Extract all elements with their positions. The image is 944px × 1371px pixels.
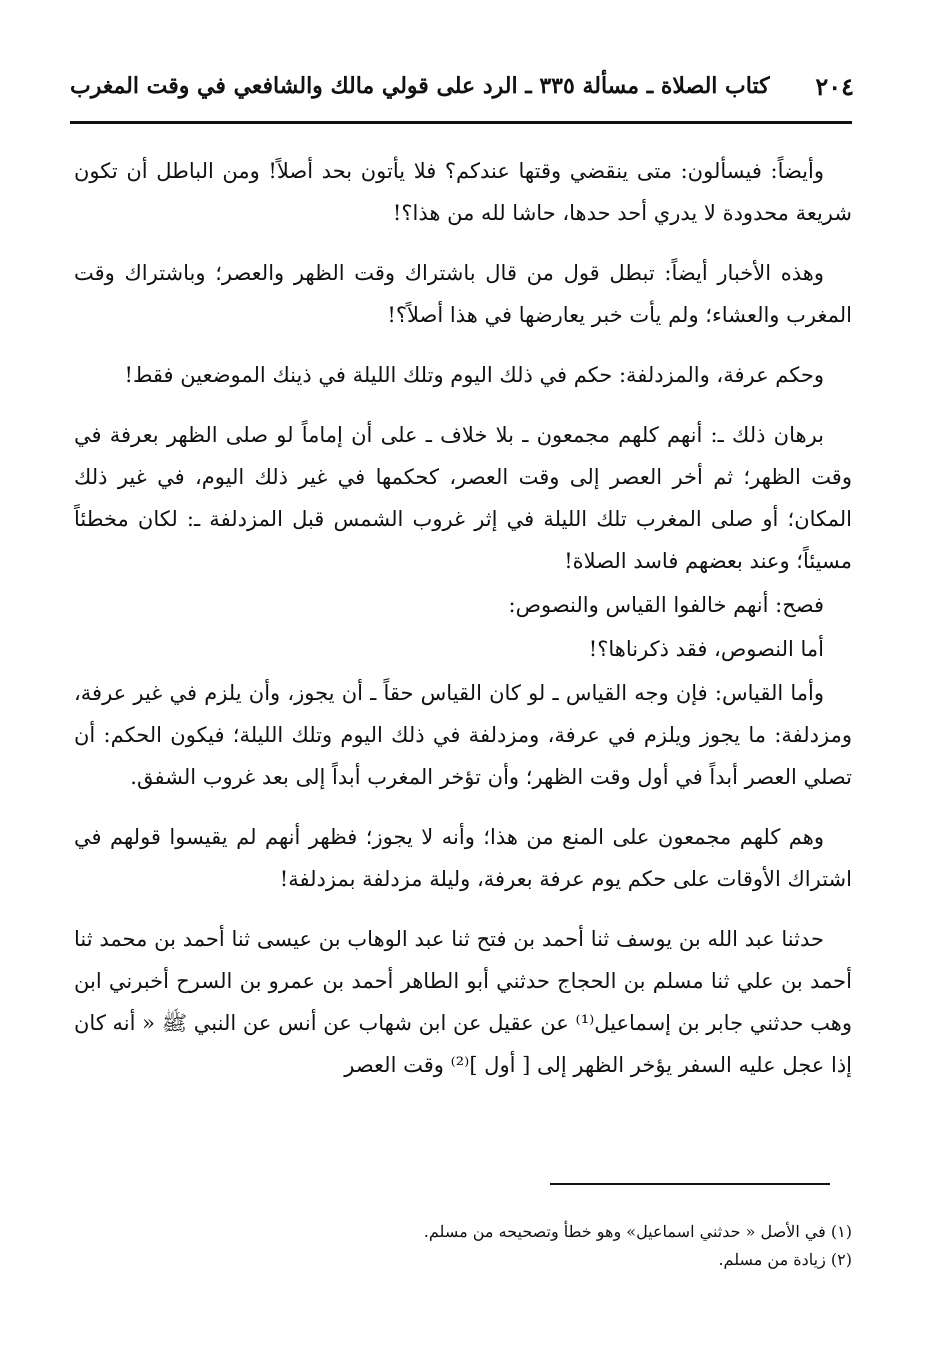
footnote: (١) في الأصل « حدثني اسماعيل» وهو خطأ وتصحيحه من مسلم. [423, 1222, 852, 1241]
paragraph: وأيضاً: فيسألون: متى ينقضي وقتها عندكم؟ فلا يأتون بحد أصلاً! ومن الباطل أن تكون شريعة محدودة لا يدري أحد حدها، حاشا لله من هذا؟! [74, 159, 852, 225]
running-title: كتاب الصلاة ـ مسألة ٣٣٥ ـ الرد على قولي مالك والشافعي في وقت المغرب [70, 73, 770, 99]
footnote-rule [550, 1183, 830, 1185]
paragraph: وهذه الأخبار أيضاً: تبطل قول من قال باشتراك وقت الظهر والعصر؛ وباشتراك وقت المغرب والعشاء؛ ولم يأت خبر يعارضها في هذا أصلاً؟! [74, 261, 852, 327]
paragraph: وهم كلهم مجمعون على المنع من هذا؛ وأنه لا يجوز؛ فظهر أنهم لم يقيسوا قولهم في اشتراك الأوقات على حكم يوم عرفة بعرفة، وليلة مزدلفة بمزدلفة! [74, 825, 852, 891]
paragraph: حدثنا عبد الله بن يوسف ثنا أحمد بن فتح ثنا عبد الوهاب بن عيسى ثنا أحمد بن محمد ثنا أحمد بن علي ثنا مسلم بن الحجاج حدثني أبو الطاهر أحمد بن عمرو بن السرح أخبرني ابن وهب حدثني جابر بن إسماعيل⁽¹⁾ عن عقيل عن ابن شهاب عن أنس عن النبي ﷺ « أنه كان إذا عجل عليه السفر يؤخر الظهر إلى [ أول ]⁽²⁾ وقت العصر [74, 927, 852, 1077]
page-header [70, 66, 854, 106]
paragraph: برهان ذلك ـ: أنهم كلهم مجمعون ـ بلا خلاف ـ على أن إماماً لو صلى الظهر بعرفة في وقت الظهر؛ ثم أخر العصر إلى وقت العصر، كحكمها في غير ذلك اليوم، في غير ذلك المكان؛ أو صلى المغرب تلك الليلة في إثر غروب الشمس قبل المزدلفة ـ: لكان مخطئاً مسيئاً؛ وعند بعضهم فاسد الصلاة! [74, 423, 852, 573]
page-number: ٢٠٤ [815, 71, 854, 101]
footnotes [74, 1218, 852, 1274]
footnote: (٢) زيادة من مسلم. [718, 1250, 852, 1269]
main-text [74, 150, 852, 1104]
paragraph: فصح: أنهم خالفوا القياس والنصوص: [508, 593, 824, 617]
paragraph: أما النصوص، فقد ذكرناها؟! [588, 637, 824, 661]
paragraph: وأما القياس: فإن وجه القياس ـ لو كان القياس حقاً ـ أن يجوز، وأن يلزم في غير عرفة، ومزدلفة: ما يجوز ويلزم في عرفة، ومزدلفة في ذلك اليوم وتلك الليلة؛ فيكون الحكم: أن تصلي العصر أبداً في أول وقت الظهر؛ وأن تؤخر المغرب أبداً إلى بعد غروب الشفق. [74, 681, 852, 789]
header-rule [70, 121, 852, 124]
paragraph: وحكم عرفة، والمزدلفة: حكم في ذلك اليوم وتلك الليلة في ذينك الموضعين فقط! [124, 363, 824, 387]
